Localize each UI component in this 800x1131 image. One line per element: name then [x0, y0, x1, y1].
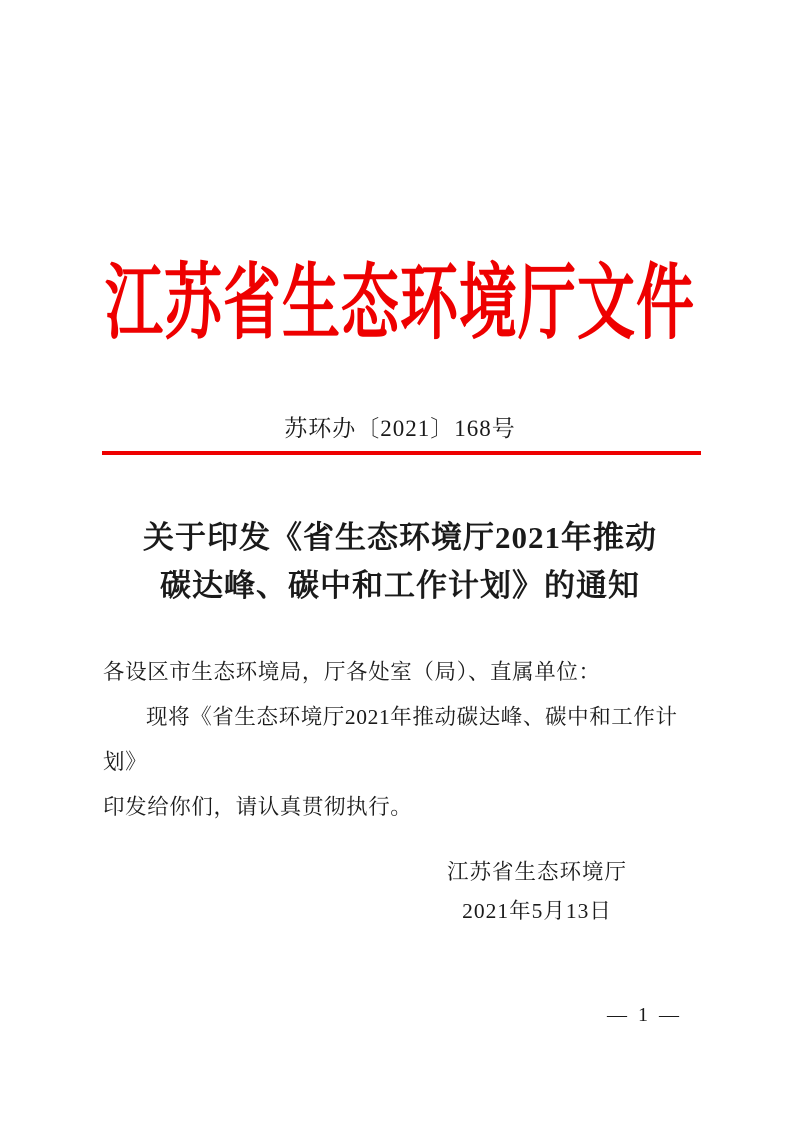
body-paragraph-line-1: 现将《省生态环境厅2021年推动碳达峰、碳中和工作计划》 — [103, 705, 678, 774]
issue-date: 2021年5月13日 — [462, 899, 612, 923]
salutation-line: 各设区市生态环境局，厅各处室（局）、直属单位： — [103, 660, 601, 684]
signature-block — [377, 853, 697, 931]
agency-header-title: 江苏省生态环境厅文件 — [104, 257, 695, 350]
notice-title-line-1: 关于印发《省生态环境厅2021年推动 — [143, 520, 657, 555]
notice-title-line-2: 碳达峰、碳中和工作计划》的通知 — [160, 568, 640, 603]
issuing-agency-signature: 江苏省生态环境厅 — [446, 860, 627, 884]
notice-body — [103, 650, 699, 830]
document-number: 苏环办〔2021〕168号 — [284, 416, 516, 441]
body-paragraph-line-2: 印发给你们，请认真贯彻执行。 — [103, 795, 413, 819]
page-number: — 1 — — [607, 1004, 682, 1026]
notice-title — [0, 514, 800, 610]
red-divider-line — [102, 451, 701, 455]
